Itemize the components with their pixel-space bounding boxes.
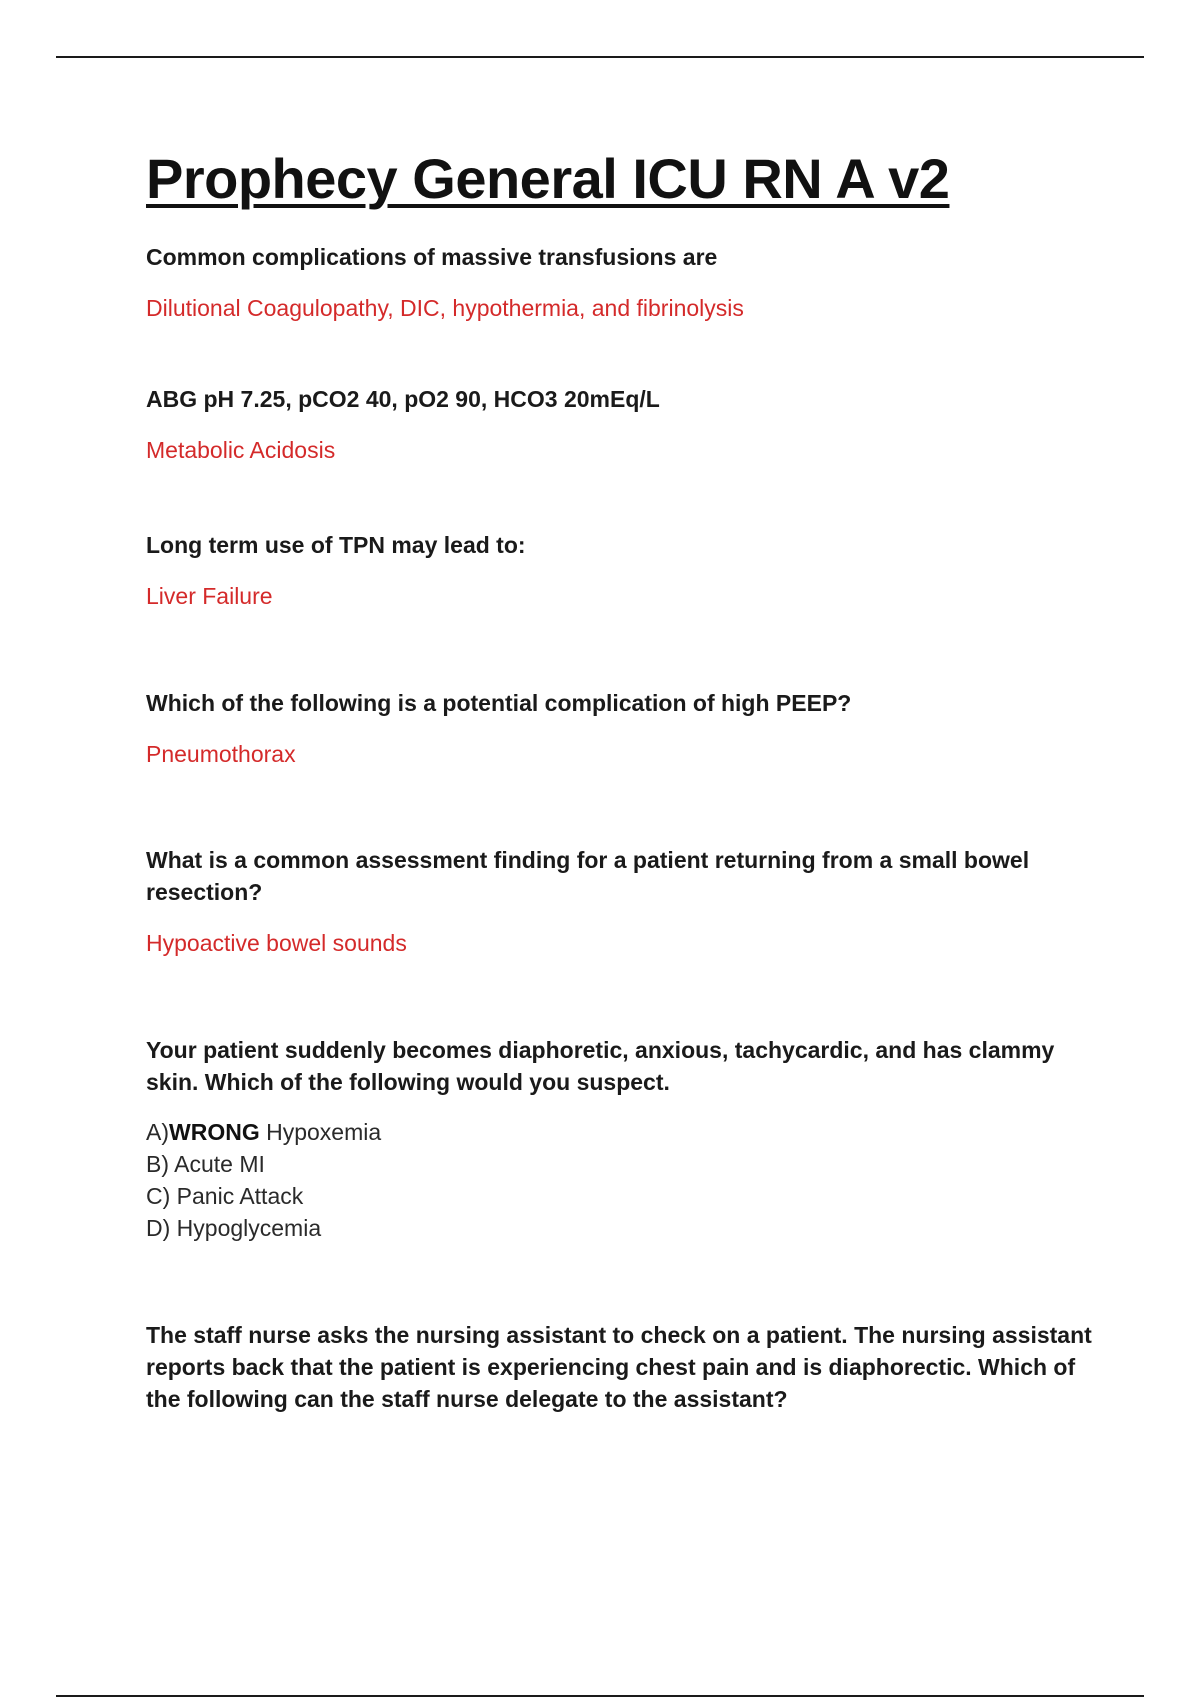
- question-text: Long term use of TPN may lead to:: [146, 532, 526, 558]
- question-text: Common complications of massive transfusions are: [146, 244, 718, 270]
- question-text: The staff nurse asks the nursing assistant to check on a patient. The nursing assistant reports back that the patient is experiencing chest pain and is diaphorectic. Which of the following can the staff nurse delegate to the assistant?: [146, 1322, 1092, 1412]
- answer-text: Hypoactive bowel sounds: [146, 930, 407, 956]
- answer-text: Dilutional Coagulopathy, DIC, hypothermia, and fibrinolysis: [146, 295, 744, 321]
- option-text: Hypoglycemia: [176, 1215, 322, 1241]
- qa-item: [146, 529, 1106, 687]
- qa-item: [146, 241, 1106, 383]
- answer-text: Metabolic Acidosis: [146, 437, 336, 463]
- answer-text: Liver Failure: [146, 583, 273, 609]
- answer-option: [146, 1180, 1106, 1212]
- qa-item: [146, 383, 1106, 529]
- answer-option: [146, 1148, 1106, 1180]
- option-letter: B): [146, 1151, 175, 1177]
- question-text: What is a common assessment finding for a patient returning from a small bowel resection?: [146, 847, 1030, 905]
- document-title: Prophecy General ICU RN A v2: [146, 147, 950, 210]
- answer-option: [146, 1212, 1106, 1244]
- answer-options: [146, 1116, 1106, 1244]
- bottom-rule: [56, 1695, 1144, 1697]
- option-text: Acute MI: [174, 1151, 265, 1177]
- qa-item: [146, 844, 1106, 1034]
- option-letter: A): [146, 1119, 169, 1145]
- top-rule: [56, 56, 1144, 58]
- option-text: Hypoxemia: [259, 1119, 382, 1145]
- qa-item: [146, 687, 1106, 844]
- wrong-tag: WRONG: [169, 1119, 260, 1145]
- answer-text: Pneumothorax: [146, 741, 296, 767]
- qa-item: [146, 1319, 1106, 1415]
- question-text: Which of the following is a potential complication of high PEEP?: [146, 690, 852, 716]
- qa-item: [146, 1034, 1106, 1319]
- option-letter: C): [146, 1183, 177, 1209]
- qa-list: [146, 241, 1106, 1415]
- answer-option: [146, 1116, 1106, 1148]
- document-body: [146, 145, 1106, 1415]
- question-text: Your patient suddenly becomes diaphoretic, anxious, tachycardic, and has clammy skin. Which of the following would you suspect.: [146, 1037, 1055, 1095]
- option-letter: D): [146, 1215, 177, 1241]
- question-text: ABG pH 7.25, pCO2 40, pO2 90, HCO3 20mEq/L: [146, 386, 660, 412]
- option-text: Panic Attack: [176, 1183, 304, 1209]
